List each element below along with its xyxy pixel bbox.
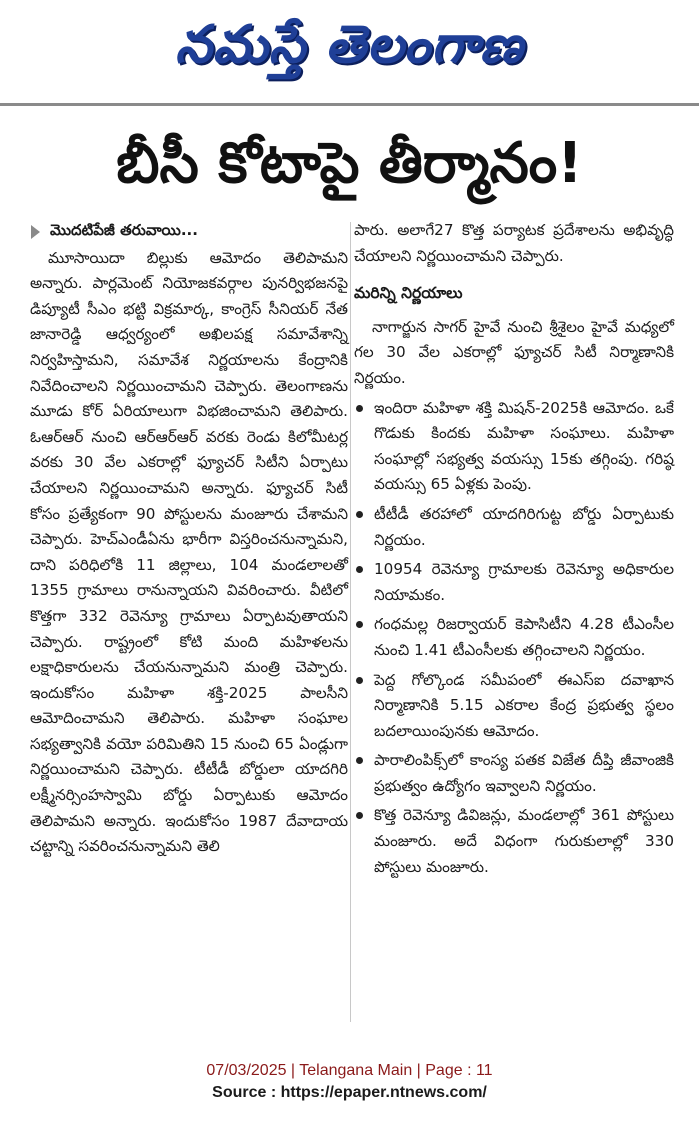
article-body-right: పారు. అలాగే27 కొత్త పర్యాటక ప్రదేశాలను అభివృద్ధి చేయాలని నిర్ణయించామని చెప్పారు.	[354, 221, 674, 265]
bullet-icon	[356, 812, 363, 819]
list-item-text: పారాలింపిక్స్‌లో కాంస్య పతక విజేత దీప్తి జీవాంజికి ప్రభుత్వం ఉద్యోగం ఇవ్వాలని నిర్ణయం.	[374, 751, 674, 795]
continued-marker	[30, 218, 348, 244]
list-item	[354, 502, 674, 553]
decisions-list	[354, 396, 674, 881]
list-item	[354, 803, 674, 880]
list-item	[354, 396, 674, 498]
page-footer	[0, 1060, 699, 1104]
bullet-icon	[356, 405, 363, 412]
masthead-divider	[0, 103, 699, 106]
article-body-left: మూసాయిదా బిల్లుకు ఆమోదం తెలిపామని అన్నారు. పార్లమెంట్ నియోజకవర్గాల పునర్విభజనపై డిప్యూటీ సీఎం భట్టి విక్రమార్క, కాంగ్రెస్ సీనియర్ నేత జానారెడ్డి ఆధ్వర్యంలో అఖిలపక్ష సమావేశాన్ని నిర్వహిస్తామని, సమావేశ నిర్ణయాలను కేంద్రానికి నివేదించాలని నిర్ణయించామని చెప్పారు. తెలంగాణను మూడు కోర్ ఏరియాలుగా విభజించామని తెలిపారు. ఓఆర్ఆర్ నుంచి ఆర్ఆర్ఆర్ వరకు రెండు కిలోమీటర్ల వరకు 30 వేల ఎకరాల్లో ఫ్యూచర్ సిటీని ఏర్పాటు చేయాలని నిర్ణయించామని అన్నారు. ఫ్యూచర్ సిటీ కోసం ప్రత్యేకంగా 90 పోస్టులను మంజూరు చేశామని చెప్పారు. హెచ్ఎండీఏను భారీగా విస్తరించనున్నామని, దాని పరిధిలోకి 11 జిల్లాలు, 104 మండలాలతో 1355 గ్రామాలు రానున్నాయని వివరించారు. వీటిలో కొత్తగా 332 రెవెన్యూ గ్రామాలు ఏర్పాటవుతాయని చెప్పారు. రాష్ట్రంలో కోటి మంది మహిళలను లక్షాధికారులను చేయనున్నామని మంత్రి చెప్పారు. ఇందుకోసం మహిళా శక్తి-2025 పాలసీని ఆమోదించామని తెలిపారు. మహిళా సంఘాల సభ్యత్వానికి వయో పరిమితిని 15 నుంచి 65 ఏండ్లుగా నిర్ణయించామని చెప్పారు. టీటీడీ బోర్డులా యాదగిరి లక్ష్మీనర్సింహస్వామి బోర్డు ఏర్పాటుకు ఆమోదం తెలిపామని అన్నారు. ఇందుకోసం 1987 దేవాదాయ చట్టాన్ని సవరించనున్నామని తెలి	[30, 248, 348, 856]
article-headline: బీసీ కోటాపై తీర్మానం!	[116, 131, 583, 196]
right-column	[354, 218, 674, 884]
bullet-icon	[356, 566, 363, 573]
section-subhead: మరిన్ని నిర్ణయాలు	[354, 284, 463, 303]
list-item-text: గంధమల్ల రిజర్వాయర్ కెపాసిటీని 4.28 టీఎంసీల నుంచి 1.41 టీఎంసీలకు తగ్గించాలని నిర్ణయం.	[374, 615, 674, 659]
continued-label: మొదటిపేజీ తరువాయి...	[50, 221, 198, 239]
list-item-text: ఇందిరా మహిళా శక్తి మిషన్-2025కి ఆమోదం. ఒకే గొడుకు కిందకు మహిళా సంఘాలు. మహిళా సంఘాల్లో సభ్యత్వ వయస్సు 15కు తగ్గింపు. గరిష్ఠ వయస్సు 65 ఏళ్లకు పెంపు.	[374, 398, 674, 494]
list-item-text: 10954 రెవెన్యూ గ్రామాలకు రెవెన్యూ అధికారుల నియామకం.	[374, 560, 674, 604]
list-item	[354, 557, 674, 608]
list-item-text: పెద్ద గోల్కొండ సమీపంలో ఈఎస్ఐ దవాఖాన నిర్మాణానికి 5.15 ఎకరాల కేంద్ర ప్రభుత్వ స్థలం బదలాయింపునకు ఆమోదం.	[374, 670, 674, 740]
list-item	[354, 612, 674, 663]
bullet-icon	[356, 511, 363, 518]
list-item	[354, 748, 674, 799]
bullet-icon	[356, 677, 363, 684]
decisions-intro: నాగార్జున సాగర్ హైవే నుంచి శ్రీశైలం హైవే మధ్యలో గల 30 వేల ఎకరాల్లో ఫ్యూచర్ సిటీ నిర్మాణానికి నిర్ణయం.	[354, 317, 674, 387]
edition-info: 07/03/2025 | Telangana Main | Page : 11	[206, 1062, 493, 1079]
list-item-text: టీటీడీ తరహాలో యాదగిరిగుట్ట బోర్డు ఏర్పాటుకు నిర్ణయం.	[374, 504, 674, 549]
left-column	[30, 218, 348, 860]
newspaper-logo: నమస్తే తెలంగాణ	[175, 14, 524, 75]
column-divider	[350, 222, 351, 1022]
masthead	[0, 8, 699, 82]
bullet-icon	[356, 621, 363, 628]
bullet-icon	[356, 757, 363, 764]
source-link[interactable]: Source : https://epaper.ntnews.com/	[212, 1084, 487, 1101]
list-item-text: కొత్త రెవెన్యూ డివిజన్లు, మండలాల్లో 361 పోస్టులు మంజూరు. అదే విధంగా గురుకులాల్లో 330 పోస్టులు మంజూరు.	[374, 806, 674, 876]
chevron-right-icon	[30, 222, 42, 240]
list-item	[354, 668, 674, 745]
